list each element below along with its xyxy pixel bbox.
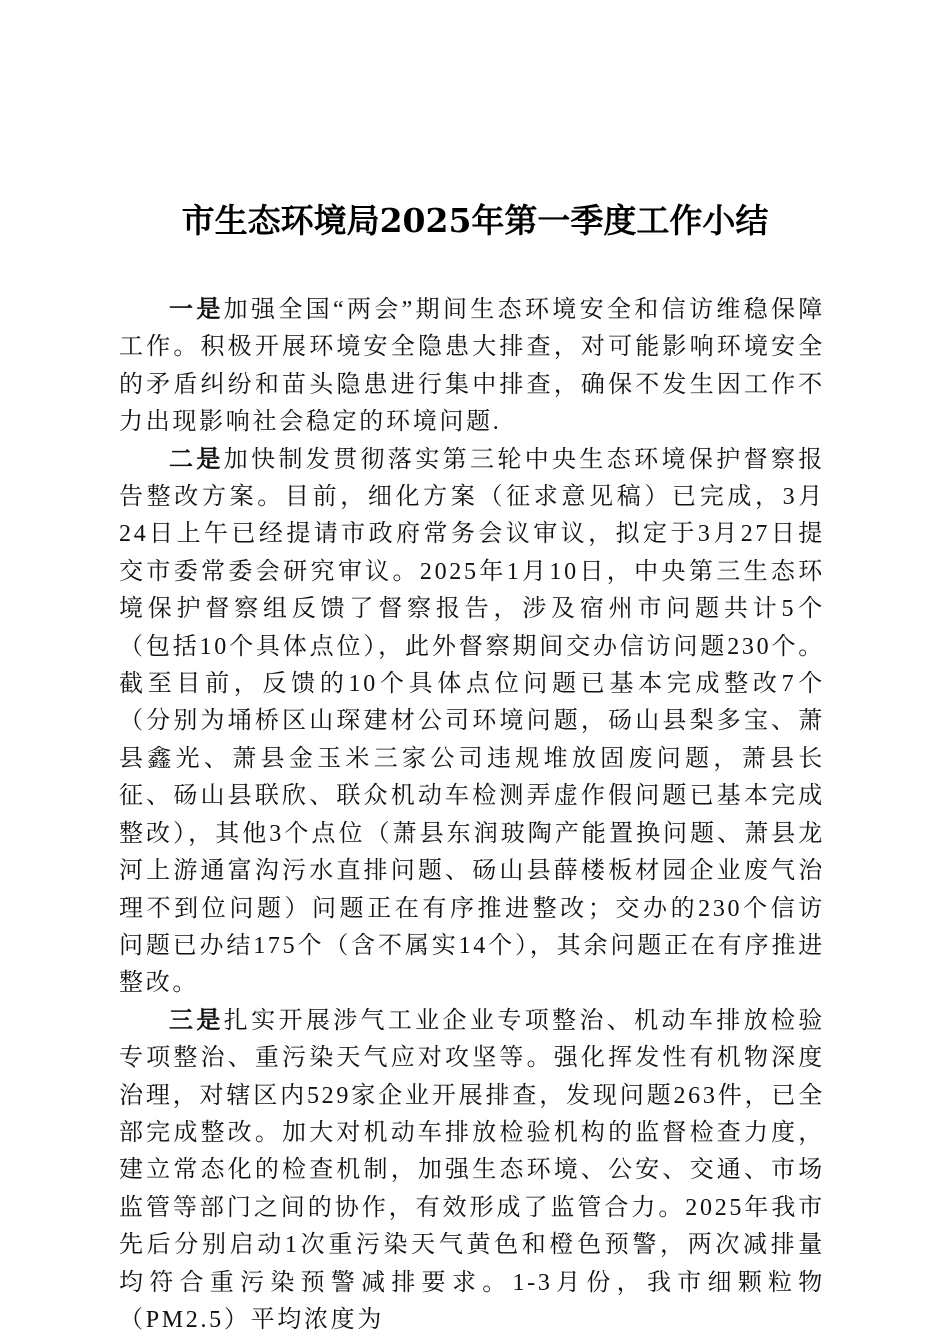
- paragraph-text: 扎实开展涉气工业企业专项整治、机动车排放检验专项整治、重污染天气应对攻坚等。强化挥发性有机物深度治理，对辖区内529家企业开展排查，发现问题263件，已全部完成整改。加大对机动车排放检验机构的监督检查力度，建立常态化的检查机制，加强生态环境、公安、交通、市场监管等部门之间的协作，有效形成了监管合力。2025年我市先后分别启动1次重污染天气黄色和橙色预警，两次减排量均符合重污染预警减排要求。1-3月份，我市细颗粒物（PM2.5）平均浓度为: [119, 1007, 825, 1333]
- paragraph-lead: 一是: [169, 297, 224, 323]
- paragraph-text: 加快制发贯彻落实第三轮中央生态环境保护督察报告整改方案。目前，细化方案（征求意见稿）已完成，3月24日上午已经提请市政府常务会议审议，拟定于3月27日提交市委常委会研究审议。2025年1月10日，中央第三生态环境保护督察组反馈了督察报告，涉及宿州市问题共计5个（包括10个具体点位），此外督察期间交办信访问题230个。截至目前，反馈的10个具体点位问题已基本完成整改7个（分别为埇桥区山琛建材公司环境问题，砀山县梨多宝、萧县鑫光、萧县金玉米三家公司违规堆放固废问题，萧县长征、砀山县联欣、联众机动车检测弄虚作假问题已基本完成整改），其他3个点位（萧县东润玻陶产能置换问题、萧县龙河上游通富沟污水直排问题、砀山县薛楼板材园企业废气治理不到位问题）问题正在有序推进整改；交办的230个信访问题已办结175个（含不属实14个），其余问题正在有序推进整改。: [119, 446, 825, 997]
- paragraph-3: [119, 1003, 825, 1340]
- paragraph-lead: 二是: [169, 446, 224, 473]
- paragraph-lead: 三是: [169, 1007, 224, 1034]
- paragraph-text: 加强全国“两会”期间生态环境安全和信访维稳保障工作。积极开展环境安全隐患大排查，对可能影响环境安全的矛盾纠纷和苗头隐患进行集中排查，确保不发生因工作不力出现影响社会稳定的环境问题.: [119, 297, 825, 436]
- document-body: [119, 292, 825, 1339]
- paragraph-2: [119, 442, 825, 1003]
- paragraph-1: [119, 292, 825, 442]
- document-title: 市生态环境局2025年第一季度工作小结: [181, 201, 769, 240]
